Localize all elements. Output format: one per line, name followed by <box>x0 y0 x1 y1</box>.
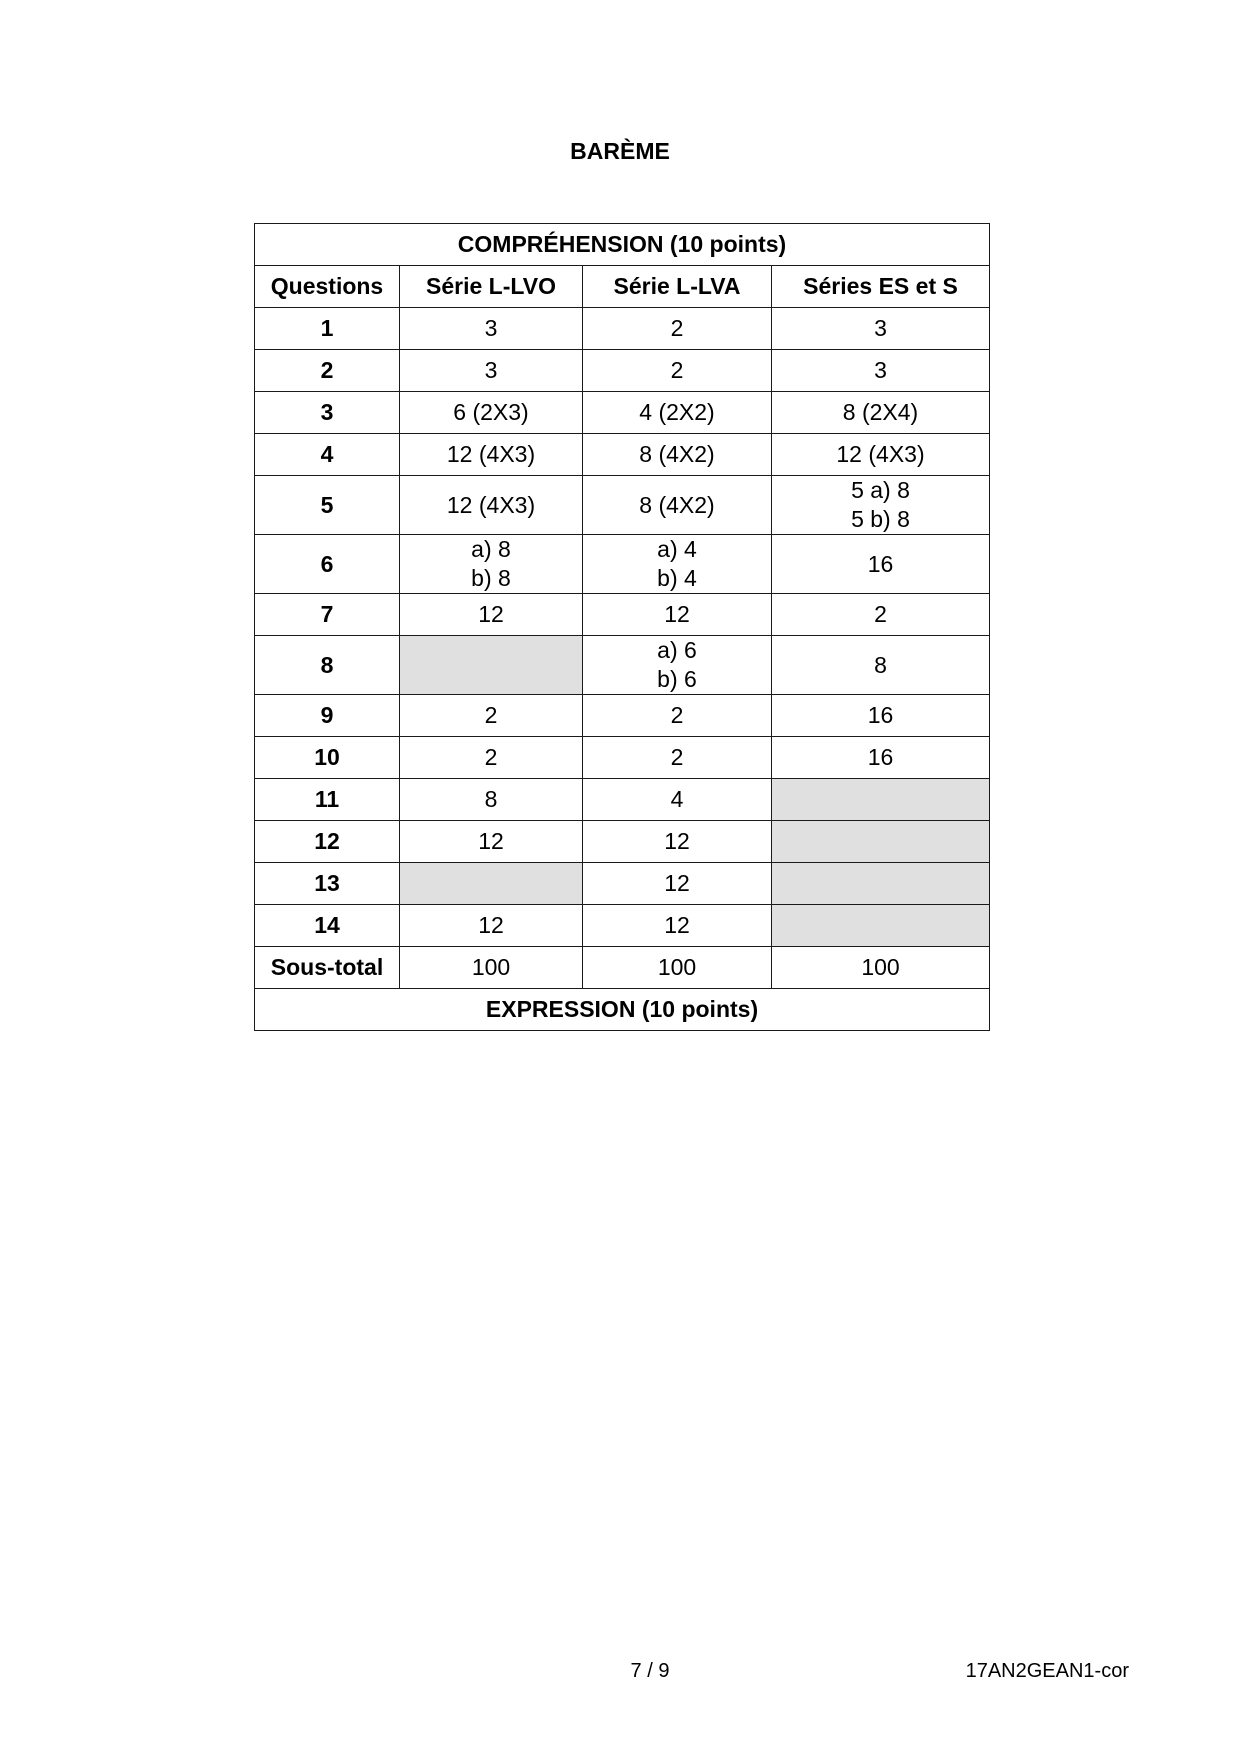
score-es-s <box>772 476 990 535</box>
score-line: 5 b) 8 <box>851 506 910 532</box>
comprehension-header: COMPRÉHENSION (10 points) <box>255 224 990 266</box>
question-number: 2 <box>255 350 400 392</box>
question-number: 10 <box>255 737 400 779</box>
score-lvo: 12 <box>400 821 583 863</box>
score-es-s-empty <box>772 821 990 863</box>
score-lvo: 12 (4X3) <box>400 476 583 535</box>
score-es-s: 3 <box>772 350 990 392</box>
score-line: b) 4 <box>657 565 697 591</box>
score-lvo: 8 <box>400 779 583 821</box>
table-row <box>255 350 990 392</box>
score-es-s: 8 <box>772 636 990 695</box>
document-code: 17AN2GEAN1-cor <box>965 1660 1129 1682</box>
question-number: 4 <box>255 434 400 476</box>
score-rows <box>255 308 990 947</box>
score-lva: 2 <box>583 737 772 779</box>
grading-table <box>254 223 990 1031</box>
question-number: 14 <box>255 905 400 947</box>
subtotal-row <box>255 947 990 989</box>
table-row <box>255 863 990 905</box>
question-number: 6 <box>255 535 400 594</box>
question-number: 5 <box>255 476 400 535</box>
score-line: a) 6 <box>657 637 697 663</box>
table-row <box>255 636 990 695</box>
question-number: 3 <box>255 392 400 434</box>
question-number: 8 <box>255 636 400 695</box>
table-row <box>255 779 990 821</box>
score-lvo-empty <box>400 636 583 695</box>
table-row <box>255 695 990 737</box>
table-row <box>255 594 990 636</box>
score-lvo <box>400 535 583 594</box>
score-lva <box>583 636 772 695</box>
score-lva: 12 <box>583 821 772 863</box>
score-es-s: 16 <box>772 535 990 594</box>
table-row <box>255 308 990 350</box>
score-lva: 4 (2X2) <box>583 392 772 434</box>
score-line: a) 4 <box>657 536 697 562</box>
subtotal-es-s: 100 <box>772 947 990 989</box>
score-lvo: 12 (4X3) <box>400 434 583 476</box>
table-row <box>255 392 990 434</box>
question-number: 1 <box>255 308 400 350</box>
table-row <box>255 535 990 594</box>
score-es-s: 16 <box>772 737 990 779</box>
table-row <box>255 737 990 779</box>
score-es-s-empty <box>772 863 990 905</box>
score-lva: 8 (4X2) <box>583 434 772 476</box>
question-number: 13 <box>255 863 400 905</box>
page-number: 7 / 9 <box>630 1660 670 1682</box>
column-header-questions: Questions <box>255 266 400 308</box>
score-lvo-empty <box>400 863 583 905</box>
subtotal-label: Sous-total <box>255 947 400 989</box>
table-row <box>255 905 990 947</box>
score-lva: 12 <box>583 594 772 636</box>
comprehension-header-row <box>255 224 990 266</box>
score-es-s: 3 <box>772 308 990 350</box>
question-number: 7 <box>255 594 400 636</box>
column-header-row <box>255 266 990 308</box>
score-es-s-empty <box>772 779 990 821</box>
table-row <box>255 821 990 863</box>
question-number: 9 <box>255 695 400 737</box>
score-line: b) 6 <box>657 666 697 692</box>
expression-header-row <box>255 989 990 1031</box>
score-lvo: 12 <box>400 905 583 947</box>
score-lvo: 2 <box>400 695 583 737</box>
column-header-lvo: Série L-LVO <box>400 266 583 308</box>
score-line: b) 8 <box>471 565 511 591</box>
score-es-s: 2 <box>772 594 990 636</box>
score-lva: 2 <box>583 695 772 737</box>
column-header-es-s: Séries ES et S <box>772 266 990 308</box>
score-lvo: 3 <box>400 350 583 392</box>
score-es-s: 12 (4X3) <box>772 434 990 476</box>
subtotal-lvo: 100 <box>400 947 583 989</box>
score-lvo: 12 <box>400 594 583 636</box>
page-title: BARÈME <box>570 138 670 164</box>
score-es-s-empty <box>772 905 990 947</box>
score-es-s: 8 (2X4) <box>772 392 990 434</box>
score-lva: 12 <box>583 863 772 905</box>
question-number: 11 <box>255 779 400 821</box>
table-row <box>255 476 990 535</box>
score-lvo: 6 (2X3) <box>400 392 583 434</box>
score-lva: 8 (4X2) <box>583 476 772 535</box>
score-line: 5 a) 8 <box>851 477 910 503</box>
expression-header: EXPRESSION (10 points) <box>255 989 990 1031</box>
score-lva: 12 <box>583 905 772 947</box>
score-lvo: 2 <box>400 737 583 779</box>
score-lva: 2 <box>583 308 772 350</box>
subtotal-lva: 100 <box>583 947 772 989</box>
score-lva: 4 <box>583 779 772 821</box>
column-header-lva: Série L-LVA <box>583 266 772 308</box>
question-number: 12 <box>255 821 400 863</box>
score-line: a) 8 <box>471 536 511 562</box>
score-lvo: 3 <box>400 308 583 350</box>
score-lva <box>583 535 772 594</box>
score-es-s: 16 <box>772 695 990 737</box>
score-lva: 2 <box>583 350 772 392</box>
table-row <box>255 434 990 476</box>
